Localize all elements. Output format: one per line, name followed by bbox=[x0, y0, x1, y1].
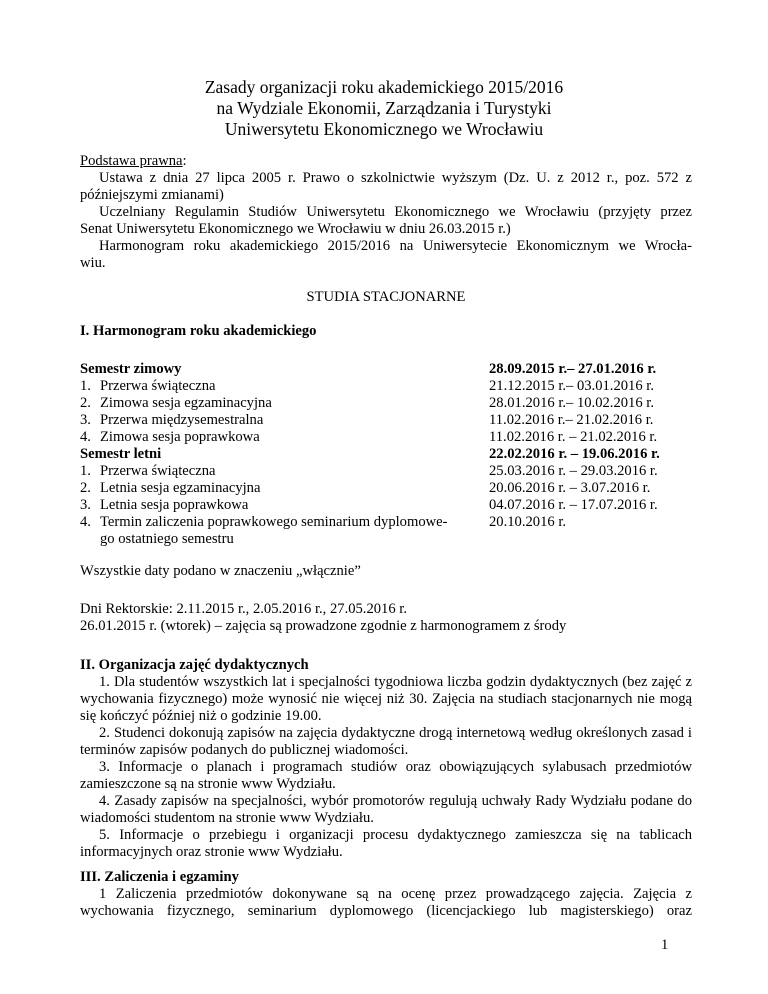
legal-item-cont: późniejszymi zmianami) bbox=[80, 187, 224, 203]
title-line: Zasady organizacji roku akademickiego 2015/2016 bbox=[204, 77, 564, 97]
section-2-body bbox=[80, 674, 692, 861]
title-line: na Wydziale Ekonomii, Zarządzania i Turystyki bbox=[216, 98, 552, 118]
schedule-row: 3. Letnia sesja poprawkowa 04.07.2016 r. – 17.07.2016 r. bbox=[80, 497, 658, 513]
legal-item-cont: wiu. bbox=[80, 255, 106, 271]
dates-note: Wszystkie daty podano w znaczeniu „włącznie” bbox=[80, 563, 361, 579]
paragraph: 1. Dla studentów wszystkich lat i specjalności tygodniowa liczba godzin dydaktycznych (bez zajęć z wychowania fizycznego) może wynosić nie więcej niż 30. Zajęcia na studiach stacjonarnych nie mogą się kończyć później niż o godzinie 19.00. bbox=[80, 674, 692, 724]
studies-heading: STUDIA STACJONARNE bbox=[306, 289, 466, 305]
legal-item: Ustawa z dnia 27 lipca 2005 r. Prawo o szkolnictwie wyższym (Dz. U. z 2012 r., poz. 572 z bbox=[99, 170, 692, 186]
schedule-row: 1. Przerwa świąteczna 25.03.2016 r. – 29.03.2016 r. bbox=[80, 463, 658, 479]
paragraph: 1 Zaliczenia przedmiotów dokonywane są na ocenę przez prowadzącego zajęcia. Zajęcia z wychowania fizycznego, seminarium dyplomowego (licencjackiego lub magisterskiego) oraz bbox=[80, 886, 692, 919]
rector-days: Dni Rektorskie: 2.11.2015 r., 2.05.2016 r., 27.05.2016 r. 26.01.2015 r. (wtorek) – zajęcia są prowadzone zgodnie z harmonogramem z środy bbox=[80, 601, 567, 634]
section-2-heading: II. Organizacja zajęć dydaktycznych bbox=[80, 657, 309, 673]
schedule-row: 2. Zimowa sesja egzaminacyjna 28.01.2016 r.– 10.02.2016 r. bbox=[80, 395, 654, 411]
title-line: Uniwersytetu Ekonomicznego we Wrocławiu bbox=[224, 119, 544, 139]
legal-basis: Podstawa prawna: Ustawa z dnia 27 lipca 2005 r. Prawo o szkolnictwie wyższym (Dz. U. z 2012 r., poz. 572 z późniejszymi zmianami) Uczelniany Regulamin Studiów Uniwersytetu Ekonomicznego we Wrocławiu (przyjęty przez Senat Uniwersytetu Ekonomicznego we Wrocławiu w dniu 26.03.2015 r.) Harmonogram roku akademickiego 2015/2016 na Uniwersytecie Ekonomicznym we Wrocła- wiu. bbox=[80, 153, 692, 271]
schedule-row: Semestr zimowy 28.09.2015 r.– 27.01.2016 r. bbox=[80, 361, 657, 377]
schedule-row: 1. Przerwa świąteczna 21.12.2015 r.– 03.01.2016 r. bbox=[80, 378, 654, 394]
paragraph: 5. Informacje o przebiegu i organizacji procesu dydaktycznego zamieszcza się na tablicach informacyjnych oraz stronie www Wydziału. bbox=[80, 827, 692, 860]
paragraph: 3. Informacje o planach i programach studiów oraz obowiązujących sylabusach przedmiotów zamieszczone są na stronie www Wydziału. bbox=[80, 759, 692, 792]
schedule-row: Semestr letni 22.02.2016 r. – 19.06.2016 r. bbox=[80, 446, 660, 462]
schedule-table bbox=[80, 361, 692, 548]
section-3-heading: III. Zaliczenia i egzaminy bbox=[80, 869, 239, 885]
schedule-row: 2. Letnia sesja egzaminacyjna 20.06.2016 r. – 3.07.2016 r. bbox=[80, 480, 651, 496]
legal-item: Uczelniany Regulamin Studiów Uniwersytetu Ekonomicznego we Wrocławiu (przyjęty przez bbox=[99, 204, 692, 220]
legal-item: Harmonogram roku akademickiego 2015/2016 na Uniwersytecie Ekonomicznym we Wrocła- bbox=[99, 238, 692, 254]
paragraph: 2. Studenci dokonują zapisów na zajęcia dydaktyczne drogą internetową według określonych zasad i terminów zapisów podanych do publicznej wiadomości. bbox=[80, 725, 692, 758]
document-title bbox=[0, 77, 768, 140]
schedule-row: 4. Termin zaliczenia poprawkowego seminarium dyplomowe- go ostatniego semestru 20.10.2016 r. bbox=[80, 514, 567, 547]
section-1-heading: I. Harmonogram roku akademickiego bbox=[80, 323, 317, 339]
paragraph: 4. Zasady zapisów na specjalności, wybór promotorów regulują uchwały Rady Wydziału podane do wiadomości studentom na stronie www Wydziału. bbox=[80, 793, 692, 826]
section-3-body bbox=[80, 886, 692, 920]
schedule-row: 4. Zimowa sesja poprawkowa 11.02.2016 r. – 21.02.2016 r. bbox=[80, 429, 658, 445]
legal-basis-heading: Podstawa prawna bbox=[80, 153, 183, 169]
schedule-row: 3. Przerwa międzysemestralna 11.02.2016 r.– 21.02.2016 r. bbox=[80, 412, 654, 428]
legal-item-cont: Senat Uniwersytetu Ekonomicznego we Wrocławiu w dniu 26.03.2015 r.) bbox=[80, 221, 511, 237]
page-number: 1 bbox=[661, 937, 669, 953]
